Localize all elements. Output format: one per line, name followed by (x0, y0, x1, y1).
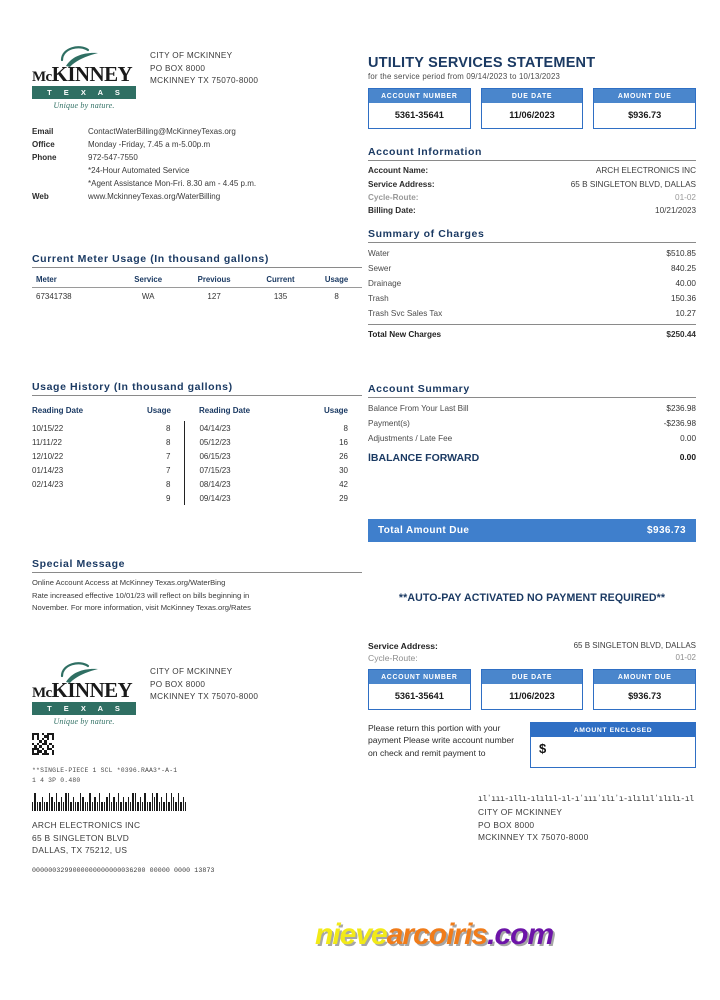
payment-stub (368, 640, 696, 768)
cell-usage: 42 (339, 479, 348, 489)
cell-date: 12/10/22 (32, 451, 64, 461)
qr-code (32, 733, 54, 755)
due-date-header: DUE DATE (482, 89, 583, 103)
col-previous: Previous (178, 272, 250, 288)
endorsement-line-1: **SINGLE-PIECE 1 SCL *0396.RAA3*-A-1 (32, 767, 178, 774)
cycle-route-value: 01-02 (675, 192, 696, 202)
logo-kinney: KINNEY (51, 678, 133, 702)
account-summary-rows (368, 398, 696, 467)
endorsement-line-2: 1 4 3P 0.480 (32, 776, 81, 784)
cell-date: 11/11/22 (32, 437, 62, 447)
brand-header (32, 42, 362, 110)
stub-city-address (150, 658, 258, 704)
cell-usage: 26 (339, 451, 348, 461)
logo-mc: Mc (32, 69, 52, 85)
contact-label: Phone (32, 152, 57, 162)
cell-usage: 16 (339, 437, 348, 447)
charge-value: 840.25 (670, 264, 696, 273)
total-due-label: Total Amount Due (378, 525, 470, 536)
cell-usage: 8 (334, 292, 339, 301)
total-due-strip (368, 519, 696, 542)
summary-value: 0.00 (680, 434, 696, 443)
account-name-row (368, 164, 696, 177)
summary-row (368, 416, 696, 431)
balance-forward-value: 0.00 (679, 452, 696, 462)
special-message-line-2: Rate increased effective 10/01/23 will reflect on bills beginning in (32, 590, 250, 600)
summary-of-charges-section (368, 228, 696, 342)
cell-current: 135 (273, 292, 288, 301)
cell-date: 06/15/23 (185, 449, 297, 463)
charge-row (368, 306, 696, 321)
cell-date: 07/15/23 (185, 463, 297, 477)
charge-value: 40.00 (675, 279, 696, 288)
stub-due-date-header: DUE DATE (482, 670, 583, 684)
billing-date-value: 10/21/2023 (655, 206, 696, 216)
cell-usage: 8 (166, 423, 171, 433)
cell-usage: 8 (343, 423, 348, 433)
contact-value: ContactWaterBilling@McKinneyTexas.org (88, 127, 236, 136)
watermark-part-1: nieve (315, 918, 387, 951)
table-header-row (32, 406, 362, 421)
tree-swoosh-icon (32, 42, 136, 68)
stub-account-number-header: ACCOUNT NUMBER (369, 670, 470, 684)
summary-label: Payment(s) (368, 419, 410, 428)
usage-history-section (32, 381, 362, 505)
stub-due-date-box (481, 669, 584, 710)
due-date-box (481, 88, 584, 129)
mckinney-logo (32, 42, 136, 110)
cycle-route-row (368, 191, 696, 204)
contact-value: *24-Hour Automated Service (88, 165, 190, 175)
service-address-label: Service Address: (368, 179, 435, 189)
total-new-charges-value: $250.44 (666, 330, 696, 339)
meter-usage-title: Current Meter Usage (In thousand gallons) (32, 253, 362, 268)
summary-label: Adjustments / Late Fee (368, 434, 453, 443)
account-information-rows (368, 161, 696, 218)
mail-account-line: 0000003299000000000000036200 00000 0000 13873 (32, 867, 215, 875)
remit-to-line-1: CITY OF MCKINNEY (478, 807, 563, 817)
usage-history-table (32, 406, 362, 505)
summary-row (368, 401, 696, 416)
cell-previous: 127 (207, 292, 221, 301)
stub-service-address-label: Service Address: (368, 641, 438, 651)
city-address-line-1: CITY OF MCKINNEY (150, 51, 233, 60)
table-row (32, 449, 362, 463)
stub-cycle-route-label: Cycle-Route: (368, 653, 418, 663)
total-new-charges-row (368, 324, 696, 342)
amount-due-header: AMOUNT DUE (594, 89, 695, 103)
table-row (32, 491, 362, 505)
contact-row (32, 139, 362, 152)
mail-name: ARCH ELECTRONICS INC (32, 820, 141, 831)
cell-usage: 9 (166, 493, 171, 503)
cell-usage: 8 (166, 479, 171, 489)
cell-service: WA (141, 292, 155, 301)
service-address-row (368, 177, 696, 190)
cell-meter: 67341738 (36, 292, 72, 301)
stub-service-address-row (368, 640, 696, 652)
cell-date: 09/14/23 (185, 491, 297, 505)
remit-to-address (478, 806, 698, 844)
billing-date-label: Billing Date: (368, 206, 416, 216)
mail-street: 65 B SINGLETON BLVD (32, 832, 130, 843)
account-summary-title: Account Summary (368, 383, 696, 398)
col-usage: Usage (311, 272, 362, 288)
account-number-box (368, 88, 471, 129)
summary-row (368, 431, 696, 446)
logo-kinney: KINNEY (51, 62, 133, 86)
city-address (150, 42, 258, 88)
table-row (32, 477, 362, 491)
contact-row (32, 165, 362, 178)
mail-citystate: DALLAS, TX 75212, US (32, 845, 128, 856)
special-message-body (32, 573, 362, 615)
current-meter-usage-section (32, 253, 362, 305)
cell-date: 01/14/23 (32, 465, 64, 475)
amount-enclosed-input[interactable]: $ (539, 741, 547, 756)
service-address-value: 65 B SINGLETON BLVD, DALLAS (570, 179, 696, 189)
account-name-label: Account Name: (368, 166, 429, 176)
logo-texas-bar: T E X A S (32, 702, 136, 715)
charge-value: 150.36 (670, 294, 696, 303)
col-reading-date-2: Reading Date (198, 406, 251, 415)
contact-label: Office (32, 139, 55, 149)
col-service: Service (118, 272, 178, 288)
balance-forward-label: lBALANCE FORWARD (368, 452, 480, 464)
city-address-line-2: PO BOX 8000 (150, 63, 206, 73)
cell-date: 02/14/23 (32, 479, 64, 489)
watermark-part-2: arcoiris (386, 918, 488, 951)
account-number-header: ACCOUNT NUMBER (369, 89, 470, 103)
stub-city-line-3: MCKINNEY TX 75070-8000 (150, 692, 259, 702)
cell-usage: 8 (166, 437, 171, 447)
charge-label: Sewer (368, 264, 392, 273)
intelligent-mail-barcode: ılʼııı-ıllı-ılılıl-ıl-ıʼıııʼılıʼı-ılılılʼılılı-ıl (478, 795, 694, 804)
col-usage-1: Usage (146, 406, 171, 415)
table-row (32, 288, 362, 306)
account-number-value: 5361-35641 (369, 103, 470, 128)
amount-enclosed-box[interactable] (530, 722, 696, 768)
charge-row (368, 261, 696, 276)
total-amount-due-bar (368, 519, 696, 542)
balance-forward-row (368, 446, 696, 467)
col-reading-date-1: Reading Date (32, 406, 84, 415)
mckinney-logo-stub (32, 658, 136, 726)
meter-usage-table (32, 272, 362, 305)
stub-cycle-route-value: 01-02 (675, 653, 696, 662)
cell-date: 10/15/22 (32, 423, 64, 433)
statement-summary-boxes (368, 88, 696, 129)
special-message-title: Special Message (32, 558, 362, 573)
contact-value: Monday -Friday, 7.45 a m-5.00p.m (88, 139, 211, 149)
qr-code-grid (32, 733, 54, 755)
summary-label: Balance From Your Last Bill (368, 404, 469, 413)
remit-to-line-3: MCKINNEY TX 75070-8000 (478, 832, 589, 843)
summary-value: $236.98 (666, 404, 696, 413)
table-header-row (32, 272, 362, 288)
charge-label: Water (368, 249, 390, 258)
charge-value: 10.27 (675, 309, 696, 318)
account-information-title: Account Information (368, 146, 696, 161)
amount-due-value: $936.73 (594, 103, 695, 128)
total-new-charges-label: Total New Charges (368, 330, 442, 339)
contact-label (32, 178, 88, 191)
charge-label: Drainage (368, 279, 402, 288)
table-row (32, 435, 362, 449)
contact-block (32, 126, 362, 204)
statement-title: UTILITY SERVICES STATEMENT (368, 55, 596, 71)
charge-label: Trash Svc Sales Tax (368, 309, 443, 318)
col-meter: Meter (32, 272, 118, 288)
stub-city-line-2: PO BOX 8000 (150, 679, 206, 689)
stub-summary-boxes (368, 669, 696, 710)
special-message-line-3: November. For more information, visit McKinney Texas.org/Rates (32, 603, 251, 613)
stub-account-number-value: 5361-35641 (369, 684, 470, 709)
cell-date (32, 491, 120, 505)
mail-recipient (32, 819, 362, 857)
left-column (32, 42, 362, 204)
charge-row (368, 291, 696, 306)
total-due-value: $936.73 (647, 525, 686, 536)
contact-row (32, 191, 362, 204)
logo-tagline: Unique by nature. (53, 101, 115, 110)
usage-history-title: Usage History (In thousand gallons) (32, 381, 362, 396)
stub-cycle-route-row (368, 652, 696, 664)
statement-service-period: for the service period from 09/14/2023 to 10/13/2023 (368, 72, 561, 81)
contact-value: *Agent Assistance Mon-Fri. 8.30 am - 4.45 p.m. (88, 178, 257, 188)
special-message-line-1: Online Account Access at McKinney Texas.org/WaterBing (32, 578, 226, 587)
watermark-part-3: .com (487, 918, 554, 951)
logo-mc: Mc (32, 685, 52, 701)
cell-date: 08/14/23 (185, 477, 297, 491)
cell-usage: 7 (166, 451, 171, 461)
contact-value: www.MckinneyTexas.org/WaterBilling (88, 191, 221, 201)
charge-value: $510.85 (666, 249, 696, 258)
col-usage-2: Usage (323, 406, 348, 415)
col-current: Current (250, 272, 311, 288)
cycle-route-label: Cycle-Route: (368, 192, 419, 202)
cell-date: 04/14/23 (185, 421, 297, 435)
table-row (32, 421, 362, 435)
stub-logo-row (32, 658, 362, 726)
remittance-row (368, 722, 696, 768)
account-information-section (368, 146, 696, 218)
charge-row (368, 276, 696, 291)
charges-rows (368, 243, 696, 342)
tree-swoosh-icon (32, 658, 136, 684)
stub-amount-due-box (593, 669, 696, 710)
postal-barcode (32, 789, 362, 811)
stub-amount-due-header: AMOUNT DUE (594, 670, 695, 684)
autopay-notice-block (368, 592, 696, 604)
special-message-section (32, 558, 362, 615)
account-name-value: ARCH ELECTRONICS INC (595, 166, 696, 176)
amount-enclosed-header: AMOUNT ENCLOSED (531, 723, 695, 737)
summary-of-charges-title: Summary of Charges (368, 228, 696, 243)
stub-brand-block (32, 658, 362, 726)
stub-due-date-value: 11/06/2023 (482, 684, 583, 709)
mailing-block (32, 766, 362, 874)
stub-amount-due-value: $936.73 (594, 684, 695, 709)
contact-row (32, 126, 362, 139)
remittance-instructions: Please return this portion with your payment Please write account number on check and remit payment to (368, 723, 515, 758)
billing-date-row (368, 204, 696, 217)
statement-header (368, 55, 696, 129)
stub-service-address-value: 65 B SINGLETON BLVD, DALLAS (573, 641, 696, 650)
charge-label: Trash (368, 294, 389, 303)
contact-label: Web (32, 191, 49, 201)
table-row (32, 463, 362, 477)
cell-usage: 30 (339, 465, 348, 475)
contact-value: 972-547-7550 (88, 152, 138, 162)
contact-row (32, 152, 362, 165)
account-summary-section (368, 383, 696, 467)
logo-texas-bar: T E X A S (32, 86, 136, 99)
stub-account-number-box (368, 669, 471, 710)
contact-label (32, 165, 88, 178)
summary-value: -$236.98 (663, 419, 696, 428)
amount-due-box (593, 88, 696, 129)
stub-city-line-1: CITY OF MCKINNEY (150, 667, 233, 676)
city-address-line-3: MCKINNEY TX 75070-8000 (150, 76, 259, 86)
cell-date: 05/12/23 (185, 435, 297, 449)
watermark (315, 918, 553, 952)
contact-row (32, 178, 362, 191)
cell-usage: 7 (166, 465, 171, 475)
cell-usage: 29 (339, 493, 348, 503)
due-date-value: 11/06/2023 (482, 103, 583, 128)
autopay-notice: **AUTO-PAY ACTIVATED NO PAYMENT REQUIRED** (398, 592, 666, 604)
logo-tagline: Unique by nature. (53, 717, 115, 726)
charge-row (368, 246, 696, 261)
contact-label: Email (32, 127, 54, 136)
remit-to-block (478, 795, 698, 844)
remit-to-line-2: PO BOX 8000 (478, 819, 535, 830)
